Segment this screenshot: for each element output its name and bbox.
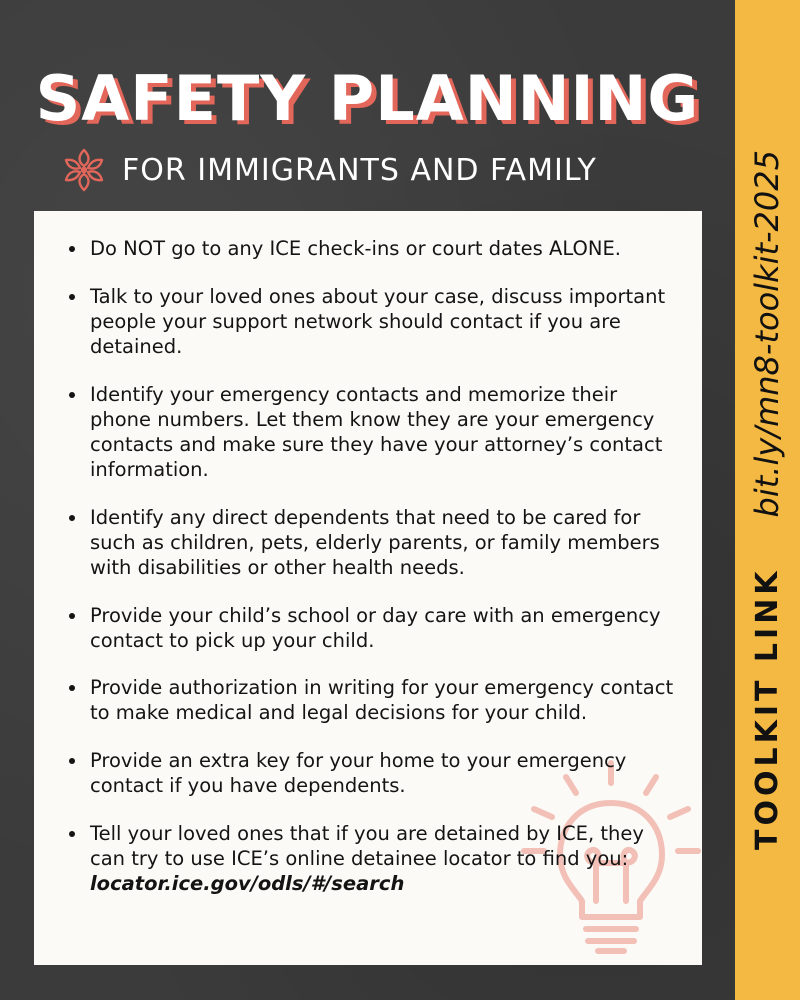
list-item (88, 821, 674, 896)
page-title: SAFETY PLANNING (35, 62, 700, 135)
toolkit-url-link[interactable]: bit.ly/mn8-toolkit-2025 (748, 150, 786, 518)
list-item: • Provide an extra key for your home to your emergency contact if you have dependents. (88, 748, 674, 798)
detainee-locator-link[interactable]: locator.ice.gov/odls/#/search (90, 872, 405, 895)
safety-tips-list (34, 211, 702, 896)
toolkit-label: TOOLKIT LINK (749, 567, 785, 850)
list-item: • Provide your child’s school or day care with an emergency contact to pick up your child. (88, 603, 674, 653)
page-subtitle: FOR IMMIGRANTS AND FAMILY (122, 152, 597, 188)
list-item-text: Tell your loved ones that if you are detained by ICE, they can try to use ICE’s online detainee locator to find you: (90, 822, 644, 870)
list-item: • Identify your emergency contacts and memorize their phone numbers. Let them know they are your emergency contacts and make sure they have your attorney’s contact information. (88, 382, 674, 482)
list-item: • Do NOT go to any ICE check-ins or court dates ALONE. (88, 236, 674, 261)
content-card (34, 211, 702, 965)
list-item: • Identify any direct dependents that need to be cared for such as children, pets, elderly parents, or family members with disabilities or other health needs. (88, 505, 674, 580)
flower-icon (60, 146, 108, 194)
subtitle-row (60, 145, 597, 195)
list-item: • Talk to your loved ones about your case, discuss important people your support network should contact if you are detained. (88, 284, 674, 359)
list-item: • Provide authorization in writing for your emergency contact to make medical and legal decisions for your child. (88, 675, 674, 725)
